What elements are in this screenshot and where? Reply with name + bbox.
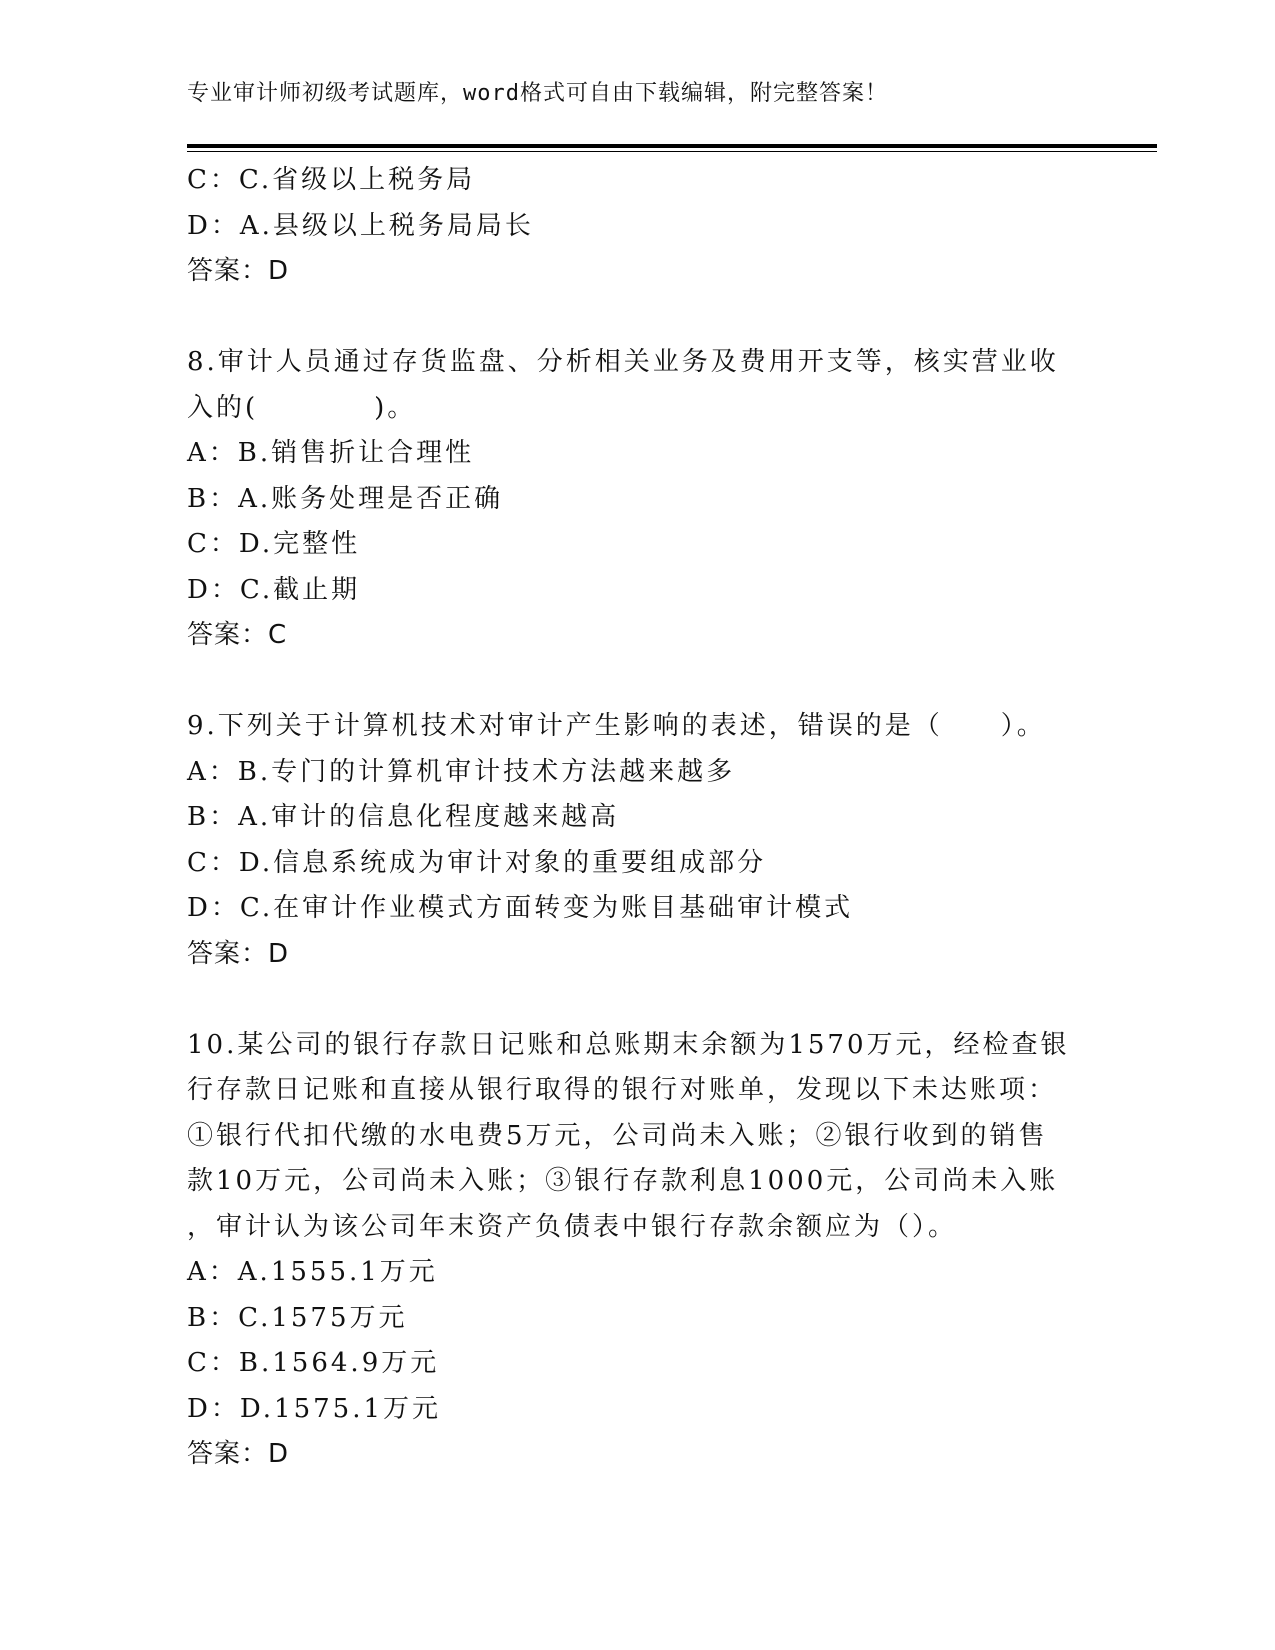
option-c: C：C.省级以上税务局 [187, 165, 476, 195]
question-10 [187, 1023, 1157, 1478]
option-c: C：B.1564.9万元 [187, 1348, 440, 1378]
spacer [187, 977, 1157, 1023]
page-header: 专业审计师初级考试题库，word格式可自由下载编辑，附完整答案！ [187, 81, 888, 106]
question-content [187, 158, 1157, 1478]
option-d: D：C.截止期 [187, 574, 361, 605]
answer-label: 答案：C [187, 620, 288, 650]
option-a: A：A.1555.1万元 [187, 1257, 438, 1287]
option-a: A：B.销售折让合理性 [187, 438, 475, 468]
answer-label: 答案：D [187, 256, 290, 286]
option-c: C：D.信息系统成为审计对象的重要组成部分 [187, 847, 767, 878]
previous-question-block [187, 158, 1157, 295]
option-d: D：A.县级以上税务局局长 [187, 210, 534, 241]
question-stem-line: 入的( )。 [187, 392, 417, 423]
option-b: B：A.审计的信息化程度越来越高 [187, 802, 620, 832]
question-stem-line: ，审计认为该公司年末资产负债表中银行存款余额应为（）。 [187, 1211, 958, 1242]
option-d: D：D.1575.1万元 [187, 1393, 442, 1424]
answer-label: 答案：D [187, 938, 290, 969]
header-divider-thin [187, 151, 1157, 152]
option-d: D：C.在审计作业模式方面转变为账目基础审计模式 [187, 893, 854, 923]
question-8 [187, 340, 1157, 659]
option-b: B：A.账务处理是否正确 [187, 483, 504, 514]
option-b: B：C.1575万元 [187, 1302, 408, 1333]
question-stem-line: 款10万元，公司尚未入账；③银行存款利息1000元，公司尚未入账 [187, 1166, 1059, 1196]
question-stem-line: 9.下列关于计算机技术对审计产生影响的表述，错误的是（ ）。 [187, 711, 1046, 741]
spacer [187, 659, 1157, 705]
question-stem-line: 8.审计人员通过存货监盘、分析相关业务及费用开支等，核实营业收 [187, 347, 1059, 377]
option-c: C：D.完整性 [187, 529, 361, 559]
spacer [187, 295, 1157, 341]
option-a: A：B.专门的计算机审计技术方法越来越多 [187, 756, 736, 787]
question-stem-line: 10.某公司的银行存款日记账和总账期末余额为1570万元，经检查银 [187, 1029, 1070, 1060]
question-stem-line: ①银行代扣代缴的水电费5万元，公司尚未入账；②银行收到的销售 [187, 1120, 1048, 1151]
header-divider-thick [187, 144, 1157, 148]
question-stem-line: 行存款日记账和直接从银行取得的银行对账单，发现以下未达账项： [187, 1075, 1058, 1105]
answer-label: 答案：D [187, 1439, 290, 1469]
question-9 [187, 704, 1157, 977]
